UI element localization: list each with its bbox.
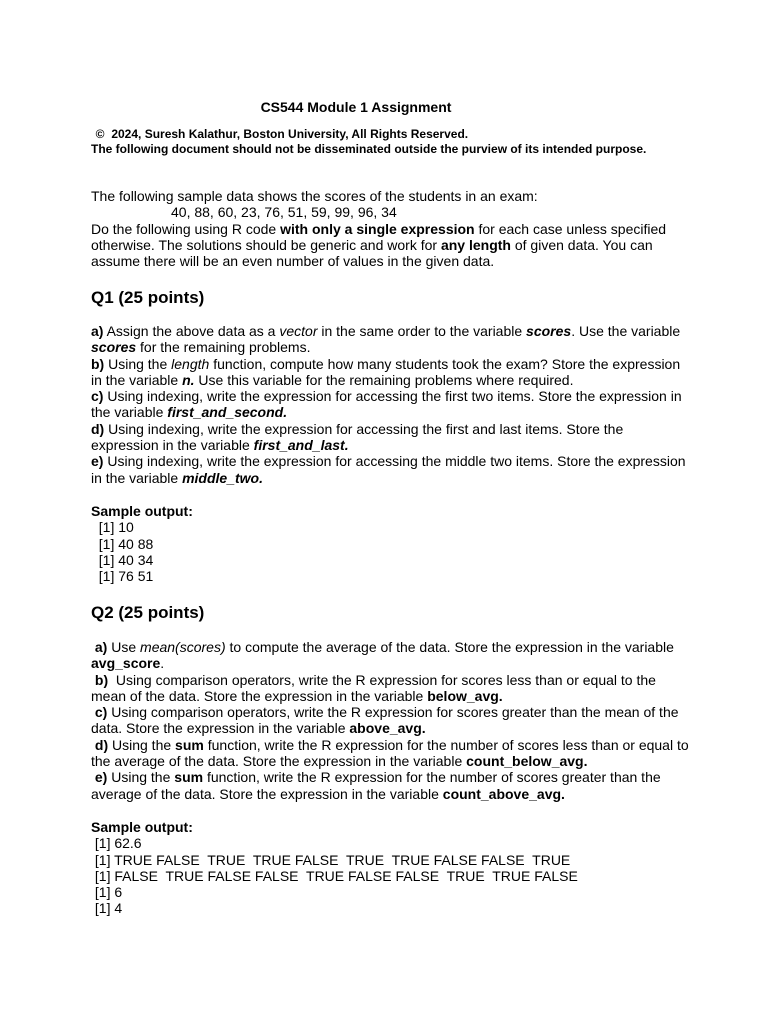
q1-body [91,323,691,486]
q1-part-c: c) Using indexing, write the expression for accessing the first two items. Store the expression in the variable first_and_second. [91,388,682,421]
q2-sample-line: [1] 6 [91,884,123,901]
q1-part-d: d) Using indexing, write the expression for accessing the first and last items. Store the expression in the variable first_and_last. [91,420,624,454]
intro-section [91,188,691,269]
q1-sample-label: Sample output: [91,503,193,519]
q1-sample-output [91,503,193,584]
document-title: CS544 Module 1 Assignment [260,99,452,115]
q2-part-e: e) Using the sum function, write the R expression for the number of scores greater than the average of the data. Store the expression in the variable count_above_avg. [91,769,661,802]
q1-heading: Q1 (25 points) [91,288,205,307]
copyright-line-1: 2024, Suresh Kalathur, Boston University, All Rights Reserved. [108,127,469,141]
q1-part-a: a) Assign the above data as a vector in the same order to the variable scores. Use the variable scores for the remaining problems. [91,323,681,356]
intro-line-1: The following sample data shows the scores of the students in an exam: [91,188,538,204]
q2-sample-line: [1] 4 [91,900,123,917]
q2-sample-label: Sample output: [91,819,193,835]
q2-part-c: c) Using comparison operators, write the R expression for scores greater than the mean of the data. Store the expression in the variable above_avg. [91,704,679,737]
q2-sample-line: [1] 62.6 [91,835,142,852]
q2-sample-output [91,819,578,917]
q2-part-b: b) Using comparison operators, write the R expression for scores less than or equal to the mean of the data. Store the expression in the variable below_avg. [91,671,660,704]
q1-sample-line: [1] 10 [91,519,134,536]
q2-part-d: d) Using the sum function, write the R expression for the number of scores less than or equal to the average of the data. Store the expression in the variable count_below_avg. [91,736,689,770]
intro-paragraph: Do the following using R code with only a single expression for each case unless specified otherwise. The solutions should be generic and work for any length of given data. You can assume there will be an even number of values in the given data. [91,220,667,270]
q2-sample-line: [1] FALSE TRUE FALSE FALSE TRUE FALSE FALSE TRUE TRUE FALSE [91,867,578,884]
q1-sample-line: [1] 40 34 [91,551,154,568]
copyright-line-2: The following document should not be disseminated outside the purview of its intended purpose. [91,142,647,156]
sample-data: 40, 88, 60, 23, 76, 51, 59, 99, 96, 34 [171,204,397,221]
q2-heading: Q2 (25 points) [91,603,205,622]
q2-part-a: a) Use mean(scores) to compute the average of the data. Store the expression in the variable avg_score. [91,639,674,672]
q1-sample-line: [1] 76 51 [91,568,154,585]
q1-part-e: e) Using indexing, write the expression for accessing the middle two items. Store the expression in the variable middle_two. [91,453,686,486]
copyright-icon: © [95,127,105,141]
q2-body [91,639,691,802]
copyright-notice [91,127,646,157]
q1-part-b: b) Using the length function, compute how many students took the exam? Store the expression in the variable n. Use this variable for the remaining problems where required. [91,355,681,388]
q2-sample-line: [1] TRUE FALSE TRUE TRUE FALSE TRUE TRUE FALSE FALSE TRUE [91,851,571,868]
q1-sample-line: [1] 40 88 [91,535,154,552]
